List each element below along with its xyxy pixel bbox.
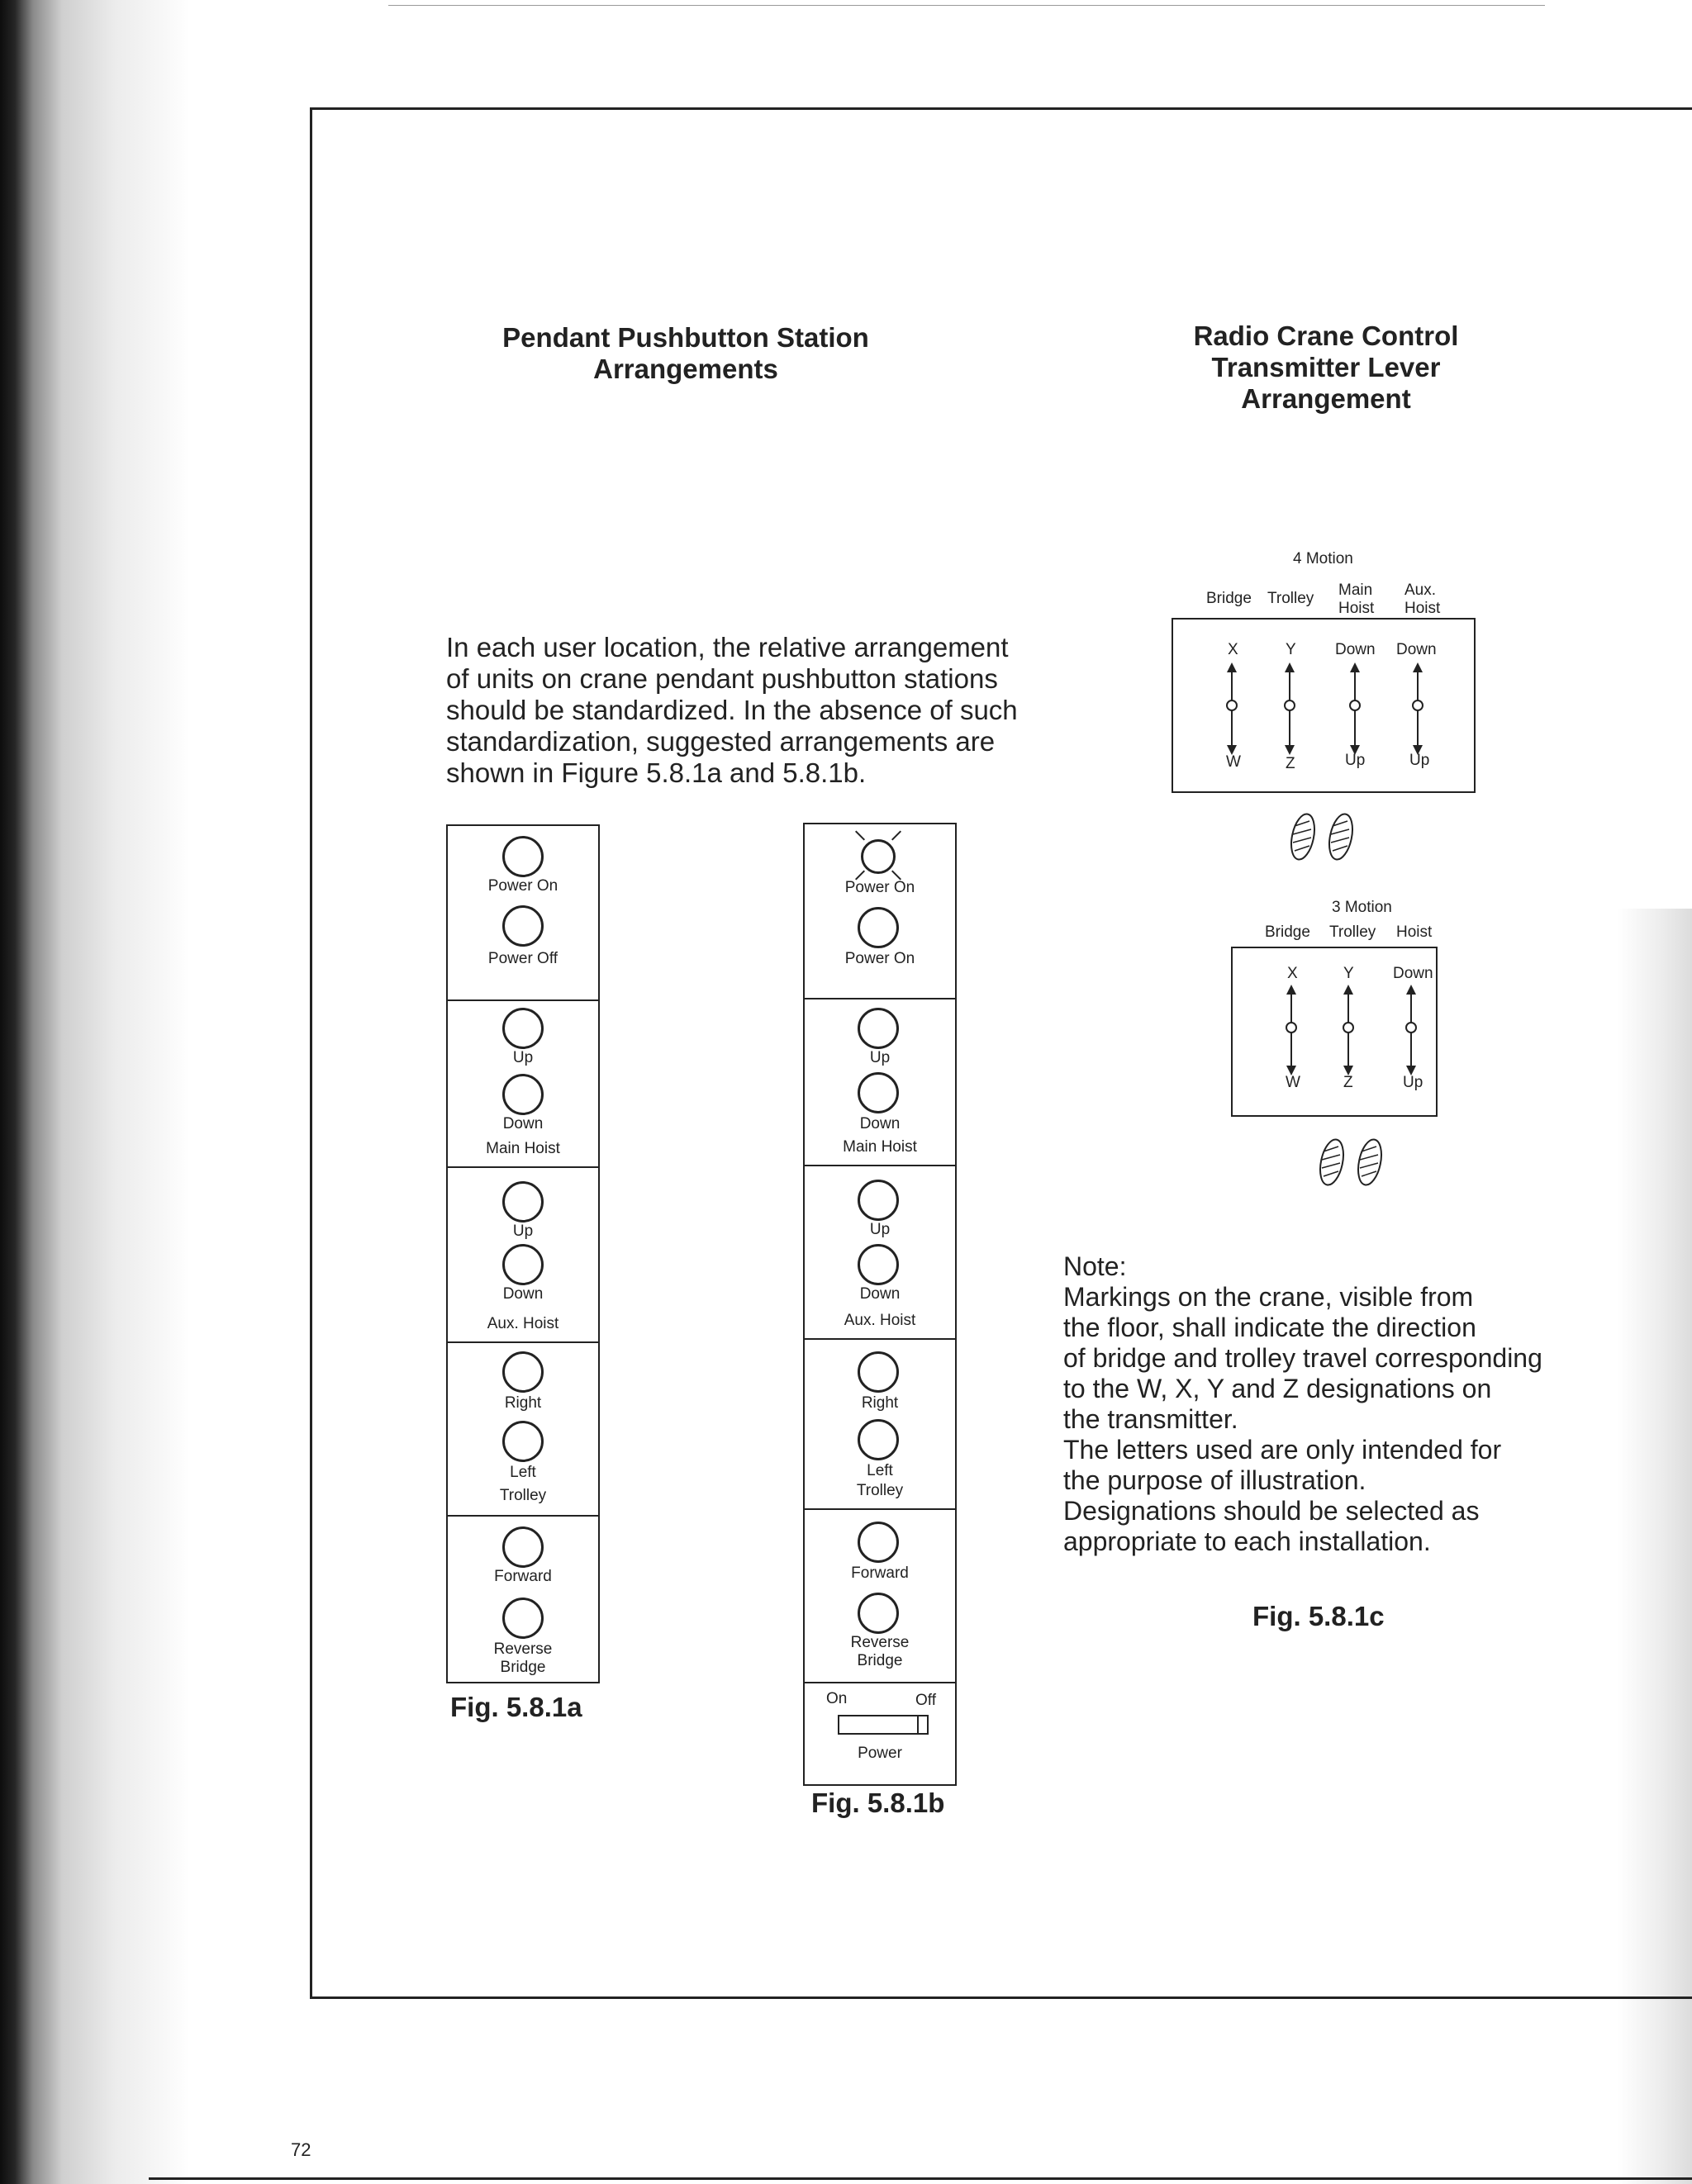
note-heading: Note: [1063, 1251, 1127, 1281]
col-hoist-label: Hoist [1396, 923, 1433, 941]
four-motion-transmitter [1172, 618, 1476, 793]
forward-label: Forward [851, 1564, 909, 1582]
col-aux-hoist-label: Hoist [1404, 600, 1441, 617]
aux-hoist-label: Aux. Hoist [844, 1312, 916, 1329]
left-label: Left [867, 1462, 893, 1479]
power-on-button [502, 836, 544, 877]
page-number: 72 [291, 2139, 311, 2160]
power-on-button [858, 907, 899, 948]
trolley-label: Trolley [856, 1482, 904, 1499]
right-title-line-1: Radio Crane Control [1193, 320, 1459, 351]
four-motion-levers [1173, 620, 1477, 795]
note-line: Designations should be selected as [1063, 1496, 1480, 1526]
note-line: The letters used are only intended for [1063, 1435, 1502, 1465]
down-label: Down [502, 1115, 544, 1132]
left-title [463, 322, 909, 385]
lever-2-top-label: Y [1343, 965, 1354, 982]
note-line: the transmitter. [1063, 1404, 1238, 1434]
note-line: the purpose of illustration. [1063, 1465, 1366, 1495]
book-binding-shadow [0, 0, 190, 2184]
note-line: appropriate to each installation. [1063, 1526, 1431, 1556]
col-trolley-label: Trolley [1267, 590, 1314, 607]
lever-2 [1285, 667, 1295, 750]
bridge-label: Bridge [500, 1659, 546, 1676]
intro-line: standardization, suggested arrangements are [446, 726, 996, 757]
col-main-label: Main [1338, 582, 1373, 599]
bridge-section [448, 1515, 598, 1685]
lever-4-bottom-label: Up [1409, 752, 1430, 769]
right-title-line-3: Arrangement [1241, 383, 1411, 414]
lever-1-bottom-label: W [1226, 753, 1241, 771]
right-button [502, 1351, 544, 1393]
col-bridge-label: Bridge [1206, 590, 1252, 607]
aux-hoist-section [805, 1165, 955, 1338]
intro-line: In each user location, the relative arrangement [446, 632, 1009, 662]
up-button [502, 1181, 544, 1223]
pendant-station-a [446, 824, 600, 1683]
note-line: to the W, X, Y and Z designations on [1063, 1374, 1492, 1403]
switch-off-label: Off [915, 1692, 936, 1709]
up-button [502, 1008, 544, 1049]
footprints-icon [1314, 1135, 1396, 1189]
bridge-label: Bridge [857, 1652, 903, 1669]
top-rule [388, 5, 1545, 6]
down-button [858, 1244, 899, 1285]
main-hoist-label: Main Hoist [843, 1138, 917, 1156]
switch-handle [917, 1716, 919, 1733]
up-button [858, 1008, 899, 1049]
left-title-line-1: Pendant Pushbutton Station [502, 322, 869, 353]
lever-1-top-label: X [1287, 965, 1298, 982]
down-button [502, 1244, 544, 1285]
col-bridge-label: Bridge [1265, 923, 1310, 941]
fig-b-caption: Fig. 5.8.1b [811, 1788, 945, 1818]
right-title-line-2: Transmitter Lever [1211, 352, 1441, 382]
down-label: Down [502, 1285, 544, 1303]
left-button [502, 1421, 544, 1462]
up-label: Up [512, 1223, 534, 1240]
forward-button [502, 1526, 544, 1568]
intro-paragraph [446, 632, 1074, 789]
right-label: Right [504, 1394, 542, 1412]
main-hoist-section [805, 998, 955, 1165]
lever-1-bottom-label: W [1286, 1074, 1300, 1091]
right-label: Right [861, 1394, 899, 1412]
forward-label: Forward [494, 1568, 552, 1585]
lever-3-top-label: Down [1393, 965, 1433, 982]
fig-c-caption: Fig. 5.8.1c [1252, 1601, 1385, 1631]
col-trolley-label: Trolley [1329, 923, 1376, 941]
main-hoist-label: Main Hoist [486, 1140, 560, 1157]
col-aux-label: Aux. [1404, 582, 1437, 599]
power-section [448, 826, 598, 999]
main-hoist-section [448, 999, 598, 1166]
trolley-section [805, 1338, 955, 1508]
bottom-edge [149, 2177, 1692, 2180]
reverse-button [858, 1593, 899, 1634]
power-off-button [502, 905, 544, 947]
up-label: Up [512, 1049, 534, 1066]
three-motion-title: 3 Motion [1332, 899, 1392, 916]
up-button [858, 1180, 899, 1221]
power-on-lamp [861, 839, 896, 874]
switch-on-label: On [826, 1690, 848, 1707]
right-button [858, 1351, 899, 1393]
lever-4 [1413, 667, 1423, 750]
intro-line: should be standardized. In the absence of such [446, 695, 1018, 725]
fig-a-caption: Fig. 5.8.1a [450, 1692, 582, 1722]
aux-hoist-section [448, 1166, 598, 1341]
power-on-lamp-label: Power On [844, 879, 915, 896]
four-motion-title: 4 Motion [1293, 550, 1353, 567]
down-label: Down [859, 1115, 901, 1132]
lever-2-bottom-label: Z [1286, 755, 1295, 772]
lever-3-bottom-label: Up [1345, 752, 1366, 769]
up-label: Up [869, 1049, 891, 1066]
power-switch-section [805, 1682, 955, 1788]
lever-2-bottom-label: Z [1343, 1074, 1353, 1091]
trolley-section [448, 1341, 598, 1515]
reverse-label: Reverse [493, 1640, 553, 1658]
intro-line: shown in Figure 5.8.1a and 5.8.1b. [446, 757, 867, 788]
bridge-section [805, 1508, 955, 1682]
trolley-label: Trolley [499, 1487, 547, 1504]
note-line: of bridge and trolley travel corresponding [1063, 1343, 1542, 1373]
aux-hoist-label: Aux. Hoist [487, 1315, 559, 1332]
up-label: Up [869, 1221, 891, 1238]
lever-4-top-label: Down [1396, 641, 1437, 658]
lamp-ray [891, 830, 901, 840]
reverse-button [502, 1598, 544, 1639]
lever-1 [1286, 990, 1296, 1071]
power-off-label: Power Off [487, 950, 558, 967]
reverse-label: Reverse [850, 1634, 910, 1651]
lamp-ray [855, 830, 865, 840]
down-label: Down [859, 1285, 901, 1303]
lever-2 [1343, 990, 1353, 1071]
forward-button [858, 1522, 899, 1563]
down-button [502, 1074, 544, 1115]
footprints-icon [1285, 810, 1367, 864]
pendant-station-b [803, 823, 957, 1786]
note-line: Markings on the crane, visible from [1063, 1282, 1474, 1312]
power-section [805, 824, 955, 998]
lever-3-bottom-label: Up [1403, 1074, 1423, 1091]
lever-3-top-label: Down [1335, 641, 1376, 658]
left-title-line-2: Arrangements [593, 354, 778, 384]
power-slide-switch [838, 1715, 929, 1735]
down-button [858, 1072, 899, 1113]
lever-2-top-label: Y [1286, 641, 1296, 658]
lever-1 [1227, 667, 1237, 750]
right-title [1140, 320, 1512, 415]
note-block [1063, 1251, 1625, 1557]
three-motion-levers [1233, 948, 1439, 1118]
left-button [858, 1419, 899, 1460]
left-label: Left [510, 1464, 536, 1481]
lever-3 [1406, 990, 1416, 1071]
intro-line: of units on crane pendant pushbutton stations [446, 663, 998, 694]
lever-3 [1350, 667, 1360, 750]
col-main-hoist-label: Hoist [1338, 600, 1375, 617]
note-line: the floor, shall indicate the direction [1063, 1313, 1476, 1342]
three-motion-transmitter [1231, 947, 1438, 1117]
power-on-label: Power On [487, 877, 558, 895]
power-on-label: Power On [844, 950, 915, 967]
lever-1-top-label: X [1228, 641, 1238, 658]
power-label: Power [858, 1745, 902, 1762]
